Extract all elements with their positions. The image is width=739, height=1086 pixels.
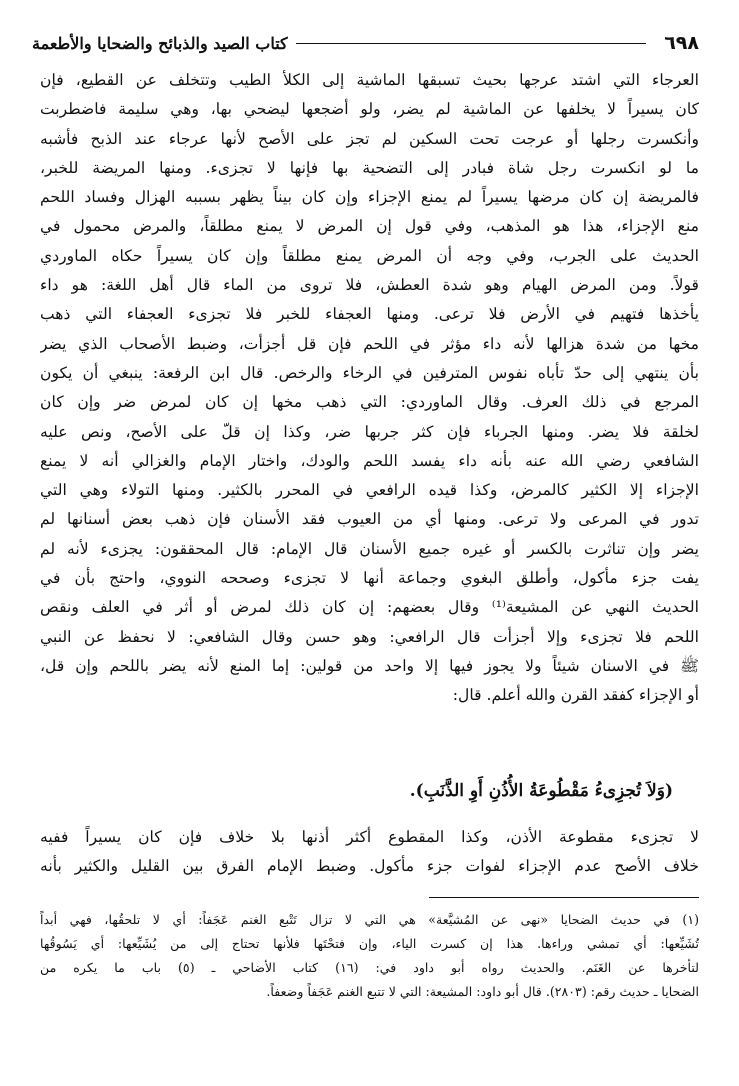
- text-line: العرجاء التي اشتد عرجها بحيث تسبقها الماشية إلى الكلأ الطيب وتتخلف عن القطيع، فإن: [40, 71, 699, 89]
- text-line: يضر وإن تناثرت بالكسر أو غيره جميع الأسنان قال الإمام: قال المحققون: يجزىء لأنه لم: [40, 539, 699, 558]
- footnote-line: تُشَيِّعها: أي تمشي وراءها. هذا إن كسرت الياء، وإن فتحْتَها فلأنها تحتاج إلى من يُشَيِّعها: أي يَسُوقُها: [40, 936, 699, 951]
- footnote-line: الضحايا ـ حديث رقم: (٢٨٠٣). قال أبو داود: المشيعة: التي لا تتبع الغنم عَجَفاً وضعفاً.: [266, 984, 699, 999]
- text-line: الحديث النهي عن المشيعة⁽¹⁾ وقال بعضهم: إن كان ذلك لمرض أو أثر في العلف ونقص: [40, 598, 699, 617]
- header-rule: [296, 43, 647, 44]
- matn-quote: (وَلاَ تُجزِىءُ مَقْطُوعَةُ الأُذُنِ أَوِ الذَّنَبِ).: [409, 781, 673, 801]
- page-number: ٦٩٨: [664, 32, 699, 54]
- footnote-rule: [429, 897, 699, 898]
- text-line: الحديث على الجرب، وفي وجه أن المرض يمنع مطلقاً وإن كان يسيراً حكاه الماوردي: [40, 246, 699, 265]
- footnote-line: (١) في حديث الضحايا «نهى عن المُشيَّعة» هي التي لا تزال تَتْبع الغنم عَجَفاً: أي لا تلحقُها، فهي أبداً: [40, 912, 699, 927]
- text-line: بأن ينتهي إلى حدّ تأباه نفوس المترفين في الرخاء والرخص. قال ابن الرفعة: ينبغي أن يكون: [40, 363, 699, 382]
- text-line: الشافعي رضي الله عنه بأنه داء يفسد اللحم والودك، واختار الإمام والغزالي أنه لا يمنع: [40, 451, 699, 470]
- text-line: الإجزاء إلا الكثير كالمرض، وكذا قيده الرافعي في المحرر بالكثير. ومنها التولاء وهي التي: [40, 481, 699, 500]
- footnote-line: لتأخرها عن الغَنَم. والحديث رواه أبو داود في: (١٦) كتاب الأضاحي ـ (٥) باب ما يكره من: [40, 960, 699, 975]
- text-line: تدور في المرعى ولا ترعى. ومنها أي من العيوب فقد الأسنان فإن ذهب بعض أسنانها لم: [40, 510, 699, 529]
- text-line: ما لو انكسرت رجل شاة فبادر إلى التضحية بها فإنها لا تجزىء. ومنها المريضة للخبر،: [40, 158, 699, 177]
- commentary-paragraph: [40, 823, 699, 882]
- text-line: قولاً. ومن المرض الهيام وهو شدة العطش، فلا تروى من الماء قال أهل اللغة: هو داء: [40, 276, 699, 295]
- main-text: [40, 66, 699, 711]
- running-title: كتاب الصيد والذبائح والضحايا والأطعمة: [32, 33, 288, 53]
- text-line: المرجع في ذلك العرف. وقال الماوردي: التي ذهب مخها إن كان لمرض ضر وإن كان: [40, 393, 699, 412]
- text-line: أو الإجزاء كفقد القرن والله أعلم. قال:: [452, 686, 699, 705]
- text-line: لخلقة فلا يضر. ومنها الجرباء فإن كثر جربها ضر، وكذا إن قلّ على الأصح، ونص عليه: [40, 422, 699, 441]
- text-line: يأخذها فتهيم في الأرض فلا ترعى. ومنها العجفاء للخبر فلا تجزىء العجفاء التي ذهب: [40, 305, 699, 324]
- text-line: مخها من شدة هزالها لأنه داء مؤثر في اللحم فإن قل أجزأت، وضبط الأصحاب الذي يضر: [40, 334, 699, 353]
- text-line: كان يسيراً لا يخلفها عن الماشية لم يضر، ولو أضجعها ليضحي بها، وهي سليمة فاضطربت: [40, 100, 699, 119]
- text-line: خلاف الأصح عدم الإجزاء لفوات جزء مأكول. وضبط الإمام الفرق بين القليل والكثير بأنه: [40, 857, 699, 876]
- text-line: لا تجزىء مقطوعة الأذن، وكذا المقطوع أكثر أذنها بلا خلاف فإن كان يسيراً ففيه: [40, 828, 699, 846]
- text-line: اللحم فلا تجزىء وإلا أجزأت قال الرافعي: وهو حسن وقال الشافعي: لا نحفظ عن النبي: [40, 627, 699, 646]
- text-line: وأنكسرت رجلها أو عرجت تحت السكين لم تجز على الأصح لأنها عرجاء عند الذبح فأشبه: [40, 129, 699, 148]
- page-header: [32, 28, 699, 58]
- text-line: يفت جزء مأكول، وأطلق البغوي وجماعة أنها لا تجزىء وصححه النووي، واحتج بأن في: [40, 569, 699, 588]
- footnotes: [40, 908, 699, 1004]
- text-line: ﷺ في الاسنان شيئاً ولا يجوز فيها إلا واحد من قولين: إما المنع لأنه يضر باللحم وإن قل،: [40, 656, 699, 675]
- text-line: فالمريضة إن كان مرضها يسيراً لم يمنع الإجزاء وإن كان بيناً يظهر بسببه الهزال وفساد اللحم: [40, 188, 699, 207]
- text-line: منع الإجزاء، هذا هو المذهب، وفي قول إن المرض لا يمنع مطلقاً، والمرض محمول في: [40, 217, 699, 236]
